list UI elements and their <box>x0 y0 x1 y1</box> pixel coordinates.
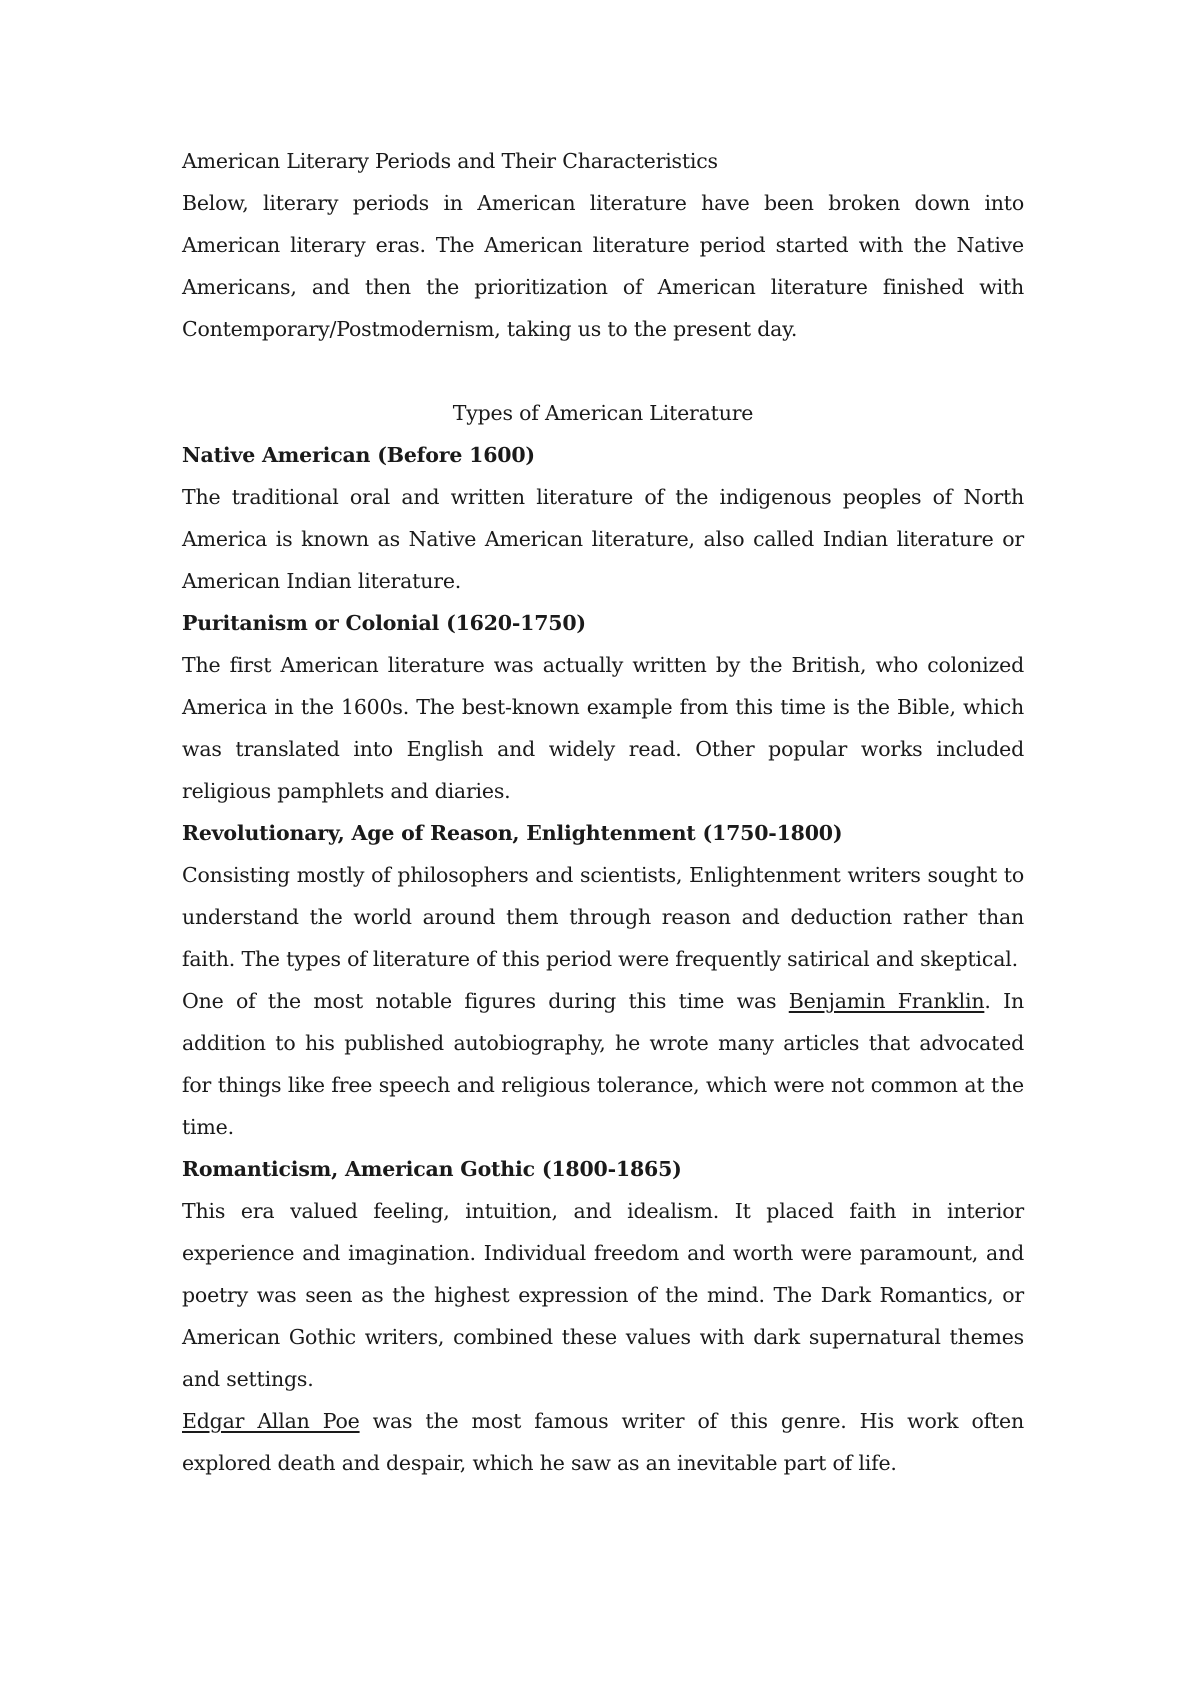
poe-post-text: was the most famous writer of this genre. His work often explored death and despair, which he saw as an inevitable part of life. <box>182 1409 1024 1475</box>
franklin-post-text: . In addition to his published autobiography, he wrote many articles that advocated for things like free speech and religious tolerance, which were not common at the time. <box>182 989 1024 1139</box>
period-heading-puritanism: Puritanism or Colonial (1620-1750) <box>182 611 586 635</box>
blank-line <box>182 350 1024 392</box>
period-text-romanticism: This era valued feeling, intuition, and idealism. It placed faith in interior experience and imagination. Individual freedom and worth were paramount, and poetry was seen as the highest expression of the mind. The Dark Romantics, or American Gothic writers, combined these values with dark supernatural themes and settings. <box>182 1199 1024 1391</box>
edgar-allan-poe-link[interactable]: Edgar Allan Poe <box>182 1409 360 1433</box>
franklin-pre-text: One of the most notable figures during this time was <box>182 989 789 1013</box>
period-extra-revolutionary <box>182 980 1024 1148</box>
period-heading-romanticism: Romanticism, American Gothic (1800-1865) <box>182 1157 682 1181</box>
benjamin-franklin-link[interactable]: Benjamin Franklin <box>788 989 985 1013</box>
period-extra-romanticism <box>182 1400 1024 1484</box>
section-title: Types of American Literature <box>452 401 754 425</box>
intro-paragraph: Below, literary periods in American literature have been broken down into American literary eras. The American literature period started with the Native Americans, and then the prioritization of American literature finished with Contemporary/Postmodernism, taking us to the present day. <box>182 191 1024 341</box>
period-text-native-american: The traditional oral and written literature of the indigenous peoples of North America is known as Native American literature, also called Indian literature or American Indian literature. <box>182 485 1024 593</box>
period-heading-revolutionary: Revolutionary, Age of Reason, Enlightenment (1750-1800) <box>182 821 843 845</box>
period-heading-native-american: Native American (Before 1600) <box>182 443 535 467</box>
document-page <box>182 140 1024 1484</box>
period-text-puritanism: The first American literature was actually written by the British, who colonized America in the 1600s. The best-known example from this time is the Bible, which was translated into English and widely read. Other popular works included religious pamphlets and diaries. <box>182 653 1024 803</box>
period-text-revolutionary: Consisting mostly of philosophers and scientists, Enlightenment writers sought to understand the world around them through reason and deduction rather than faith. The types of literature of this period were frequently satirical and skeptical. <box>182 863 1024 971</box>
document-title: American Literary Periods and Their Characteristics <box>182 149 718 173</box>
